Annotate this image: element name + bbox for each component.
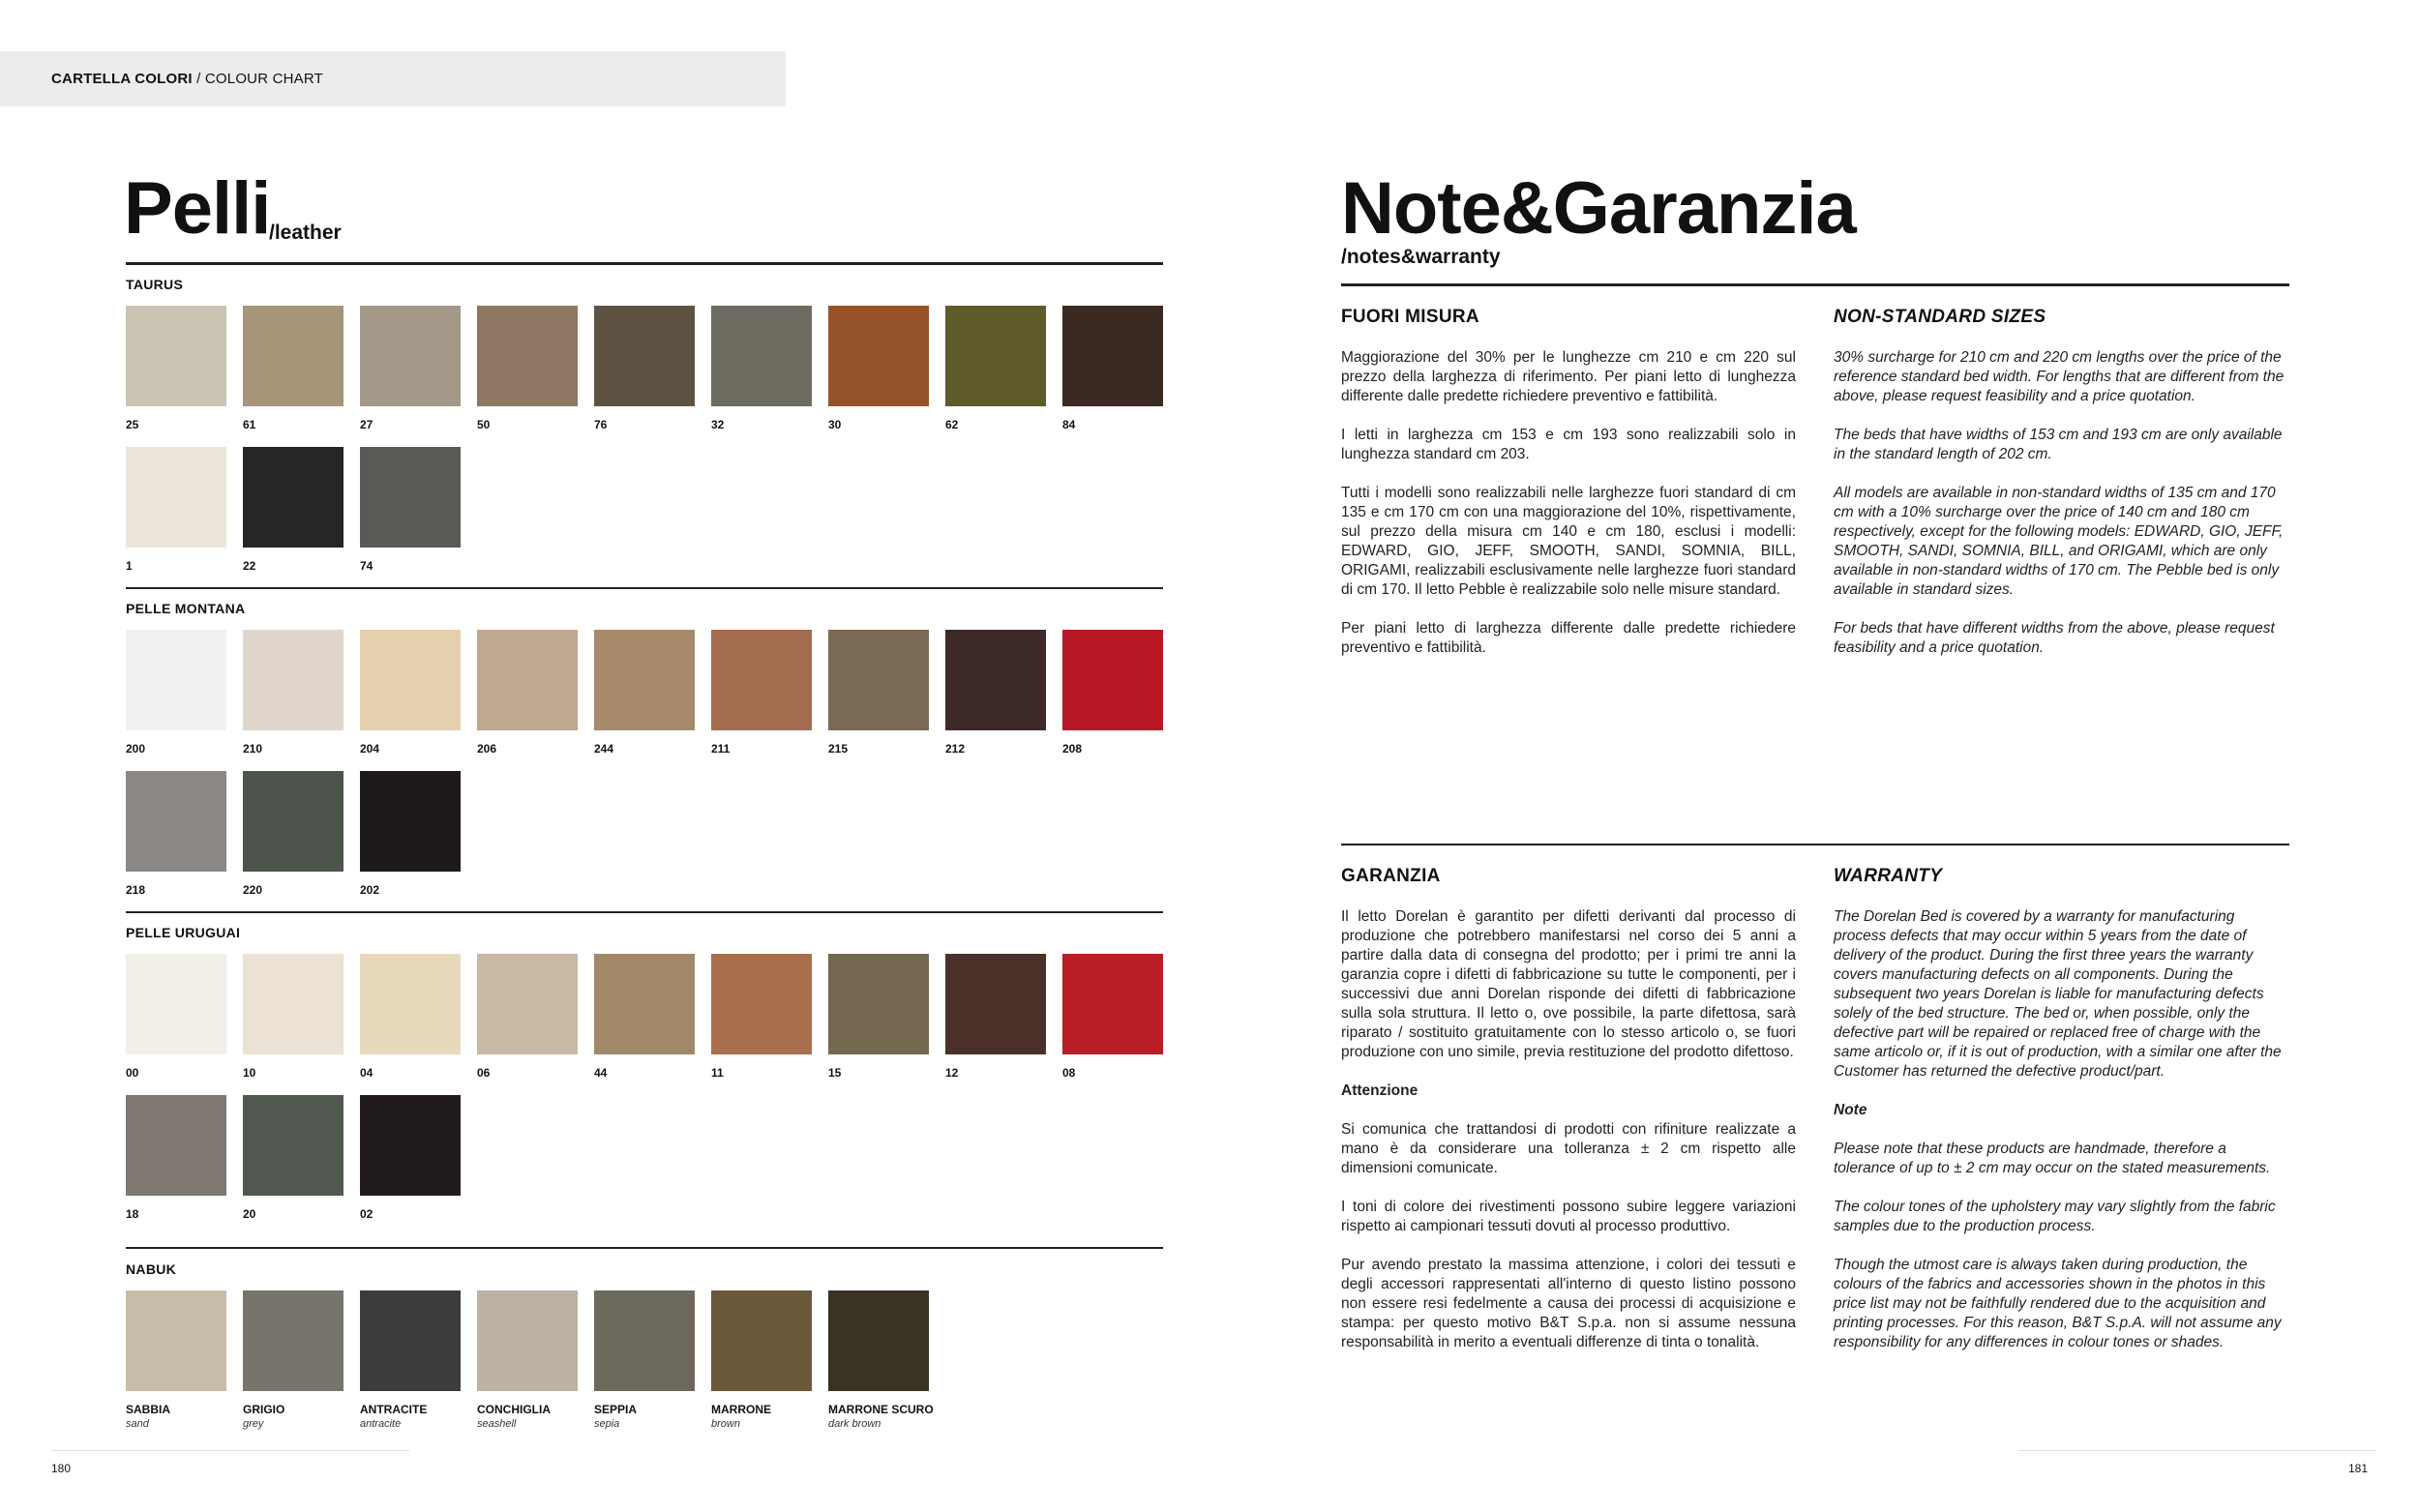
swatch-name: SABBIA: [126, 1403, 171, 1416]
footer-rule-right: [2018, 1450, 2376, 1451]
swatch-code: 11: [711, 1066, 724, 1080]
colour-swatch: [828, 1290, 929, 1391]
swatch-code: 220: [243, 883, 263, 897]
colour-swatch: [243, 306, 343, 406]
swatch-name-en: grey: [243, 1418, 264, 1430]
colour-swatch: [477, 630, 578, 730]
fuori-misura-heading: FUORI MISURA: [1341, 307, 1479, 327]
non-standard-p1: 30% surcharge for 210 cm and 220 cm lengths over the price of the reference standard bed width. For lengths that are different from the above, please request feasibility and a price quotation.: [1834, 349, 2285, 404]
swatch-code: 10: [243, 1066, 256, 1080]
swatch-code: 02: [360, 1207, 373, 1221]
colour-swatch: [243, 447, 343, 548]
warranty-heading: WARRANTY: [1834, 866, 1943, 886]
swatch-code: 25: [126, 418, 139, 431]
section-rule: [126, 911, 1163, 913]
warranty-p2: Please note that these products are handmade, therefore a tolerance of up to ± 2 cm may occur on the stated measurements.: [1834, 1141, 2271, 1176]
swatch-code: 200: [126, 742, 146, 756]
non-standard-p3: All models are available in non-standard widths of 135 cm and 170 cm with a 10% surcharge over the price of 140 cm and 180 cm respectively, except for the following models: EDWARD, GIO, JEFF, SMOOTH, SANDI, SOMNIA, BILL, and ORIGAMI, which are only available in non-standard widths of 170 cm. The Pebble bed is only available in standard sizes.: [1834, 485, 2284, 598]
colour-swatch: [126, 1095, 226, 1196]
colour-swatch: [711, 306, 812, 406]
swatch-name: MARRONE: [711, 1403, 771, 1416]
colour-swatch: [126, 1290, 226, 1391]
swatch-code: 15: [828, 1066, 842, 1080]
colour-swatch: [1062, 306, 1163, 406]
colour-swatch: [126, 954, 226, 1054]
swatch-code: 44: [594, 1066, 608, 1080]
swatch-code: 218: [126, 883, 146, 897]
header-label: CARTELLA COLORI / COLOUR CHART: [51, 71, 324, 87]
pelli-title: Pelli: [124, 167, 271, 250]
fuori-misura-p2: I letti in larghezza cm 153 e cm 193 sono realizzabili solo in lunghezza standard cm 203.: [1341, 427, 1796, 462]
swatch-code: 208: [1062, 742, 1083, 756]
swatch-code: 50: [477, 418, 491, 431]
colour-swatch: [594, 1290, 695, 1391]
colour-swatch: [1062, 954, 1163, 1054]
warranty-p4: Though the utmost care is always taken during production, the colours of the fabrics and accessories shown in the photos in this price list may not be faithfully rendered due to the acquisition and printing processes. For this reason, B&T S.p.A. will not assume any responsibility for any differences in colour tones or shades.: [1834, 1257, 2282, 1350]
colour-swatch: [828, 954, 929, 1054]
swatch-name: MARRONE SCURO: [828, 1403, 934, 1416]
swatch-code: 84: [1062, 418, 1076, 431]
swatch-code: 18: [126, 1207, 139, 1221]
swatch-code: 211: [711, 742, 731, 756]
section-label: TAURUS: [126, 277, 184, 292]
colour-swatch: [360, 954, 461, 1054]
colour-swatch: [360, 1290, 461, 1391]
swatch-name: SEPPIA: [594, 1403, 638, 1416]
non-standard-column: [1834, 308, 2288, 677]
section-rule: [126, 1247, 1163, 1249]
note-title: Note&Garanzia: [1341, 167, 1856, 250]
non-standard-heading: NON-STANDARD SIZES: [1834, 307, 2046, 327]
non-standard-p2: The beds that have widths of 153 cm and 193 cm are only available in the standard length of 202 cm.: [1834, 427, 2283, 462]
colour-swatch: [594, 954, 695, 1054]
header-band: [0, 51, 786, 106]
colour-swatch: [828, 630, 929, 730]
swatch-code: 76: [594, 418, 608, 431]
fuori-misura-p4: Per piani letto di larghezza differente dalle predette richiedere preventivo e fattibilità.: [1341, 620, 1796, 656]
colour-swatch: [711, 1290, 812, 1391]
colour-swatch: [360, 447, 461, 548]
warranty-p3: The colour tones of the upholstery may vary slightly from the fabric samples due to the production process.: [1834, 1199, 2276, 1234]
colour-swatch: [243, 771, 343, 872]
section-label: PELLE MONTANA: [126, 601, 246, 616]
colour-swatch: [477, 1290, 578, 1391]
colour-swatch: [477, 954, 578, 1054]
page-number-right: 181: [2348, 1462, 2369, 1475]
swatch-name: ANTRACITE: [360, 1403, 428, 1416]
swatch-code: 62: [945, 418, 959, 431]
page-number-left: 180: [51, 1462, 72, 1475]
colour-swatch: [126, 630, 226, 730]
swatch-code: 210: [243, 742, 263, 756]
swatch-code: 1: [126, 559, 133, 573]
garanzia-rule: [1341, 844, 2289, 845]
colour-swatch: [828, 306, 929, 406]
fuori-misura-column: [1341, 308, 1796, 677]
swatch-code: 206: [477, 742, 497, 756]
swatch-code: 27: [360, 418, 373, 431]
swatch-name-en: sepia: [594, 1418, 620, 1430]
colour-swatch: [126, 447, 226, 548]
colour-swatch: [594, 630, 695, 730]
colour-swatch: [360, 1095, 461, 1196]
swatch-code: 04: [360, 1066, 373, 1080]
swatch-name-en: dark brown: [828, 1418, 881, 1430]
swatch-code: 22: [243, 559, 256, 573]
colour-swatch: [243, 630, 343, 730]
note-title-rule: [1341, 283, 2289, 286]
colour-swatch: [360, 630, 461, 730]
swatch-code: 204: [360, 742, 380, 756]
colour-swatch: [945, 954, 1046, 1054]
swatch-code: 202: [360, 883, 380, 897]
colour-swatch: [711, 954, 812, 1054]
warranty-p1: The Dorelan Bed is covered by a warranty for manufacturing process defects that may occur within 5 years from the date of delivery of the product. During the first three years the warranty covers manufacturing defects on all components. During the subsequent two years Dorelan is liable for manufacturing defects solely of the bed structure. The bed or, when possible, only the defective part will be repaired or replaced free of charge with the same articolo or, if it is out of production, with a similar one after the Customer has returned the defective product/part.: [1834, 908, 2282, 1080]
swatch-name-en: seashell: [477, 1418, 517, 1430]
swatch-code: 61: [243, 418, 256, 431]
section-label: PELLE URUGUAI: [126, 925, 241, 940]
swatch-code: 12: [945, 1066, 959, 1080]
swatch-code: 74: [360, 559, 373, 573]
colour-swatch: [711, 630, 812, 730]
colour-swatch: [243, 1290, 343, 1391]
colour-swatch: [360, 771, 461, 872]
garanzia-p4: Pur avendo prestato la massima attenzione, i colori dei tessuti e degli accessori rappresentati all'interno di questo listino possono non essere resi fedelmente a causa dei processi di acquisizione e stampa: per questo motivo B&T S.p.a. non si assume nessuna responsabilità in merito a eventuali differenze di tinta o tonalità.: [1341, 1257, 1796, 1350]
garanzia-heading: GARANZIA: [1341, 866, 1441, 886]
section-rule: [126, 587, 1163, 589]
fuori-misura-p1: Maggiorazione del 30% per le lunghezze cm 210 e cm 220 sul prezzo della larghezza di riferimento. Per piani letto di lunghezza differente dalle predette richiedere preventivo e fattibilità.: [1341, 349, 1796, 404]
note-subtitle: /notes&warranty: [1341, 246, 1501, 268]
colour-swatch: [243, 1095, 343, 1196]
swatch-code: 30: [828, 418, 842, 431]
swatch-code: 244: [594, 742, 614, 756]
garanzia-column: [1341, 867, 1796, 1372]
colour-swatch: [945, 630, 1046, 730]
colour-swatch: [126, 771, 226, 872]
swatch-code: 00: [126, 1066, 139, 1080]
swatch-name-en: sand: [126, 1418, 149, 1430]
garanzia-p3: I toni di colore dei rivestimenti possono subire leggere variazioni rispetto ai campionari tessuti dovuti al processo produttivo.: [1341, 1199, 1796, 1234]
note-heading: Note: [1834, 1102, 1867, 1118]
colour-swatch: [243, 954, 343, 1054]
colour-swatch: [360, 306, 461, 406]
section-rule: [126, 262, 1163, 265]
swatch-code: 20: [243, 1207, 256, 1221]
swatch-code: 06: [477, 1066, 491, 1080]
swatch-code: 08: [1062, 1066, 1076, 1080]
colour-swatch: [126, 306, 226, 406]
colour-swatch: [945, 306, 1046, 406]
pelli-subtitle: /leather: [269, 222, 342, 244]
warranty-column: [1834, 867, 2288, 1372]
colour-swatch: [594, 306, 695, 406]
swatch-name-en: brown: [711, 1418, 740, 1430]
garanzia-p2: Si comunica che trattandosi di prodotti con rifiniture realizzate a mano è da considerare una tolleranza ± 2 cm rispetto alle dimensioni comunicate.: [1341, 1121, 1796, 1176]
footer-rule-left: [51, 1450, 409, 1451]
swatch-code: 212: [945, 742, 966, 756]
section-label: NABUK: [126, 1261, 177, 1277]
fuori-misura-p3: Tutti i modelli sono realizzabili nelle larghezze fuori standard di cm 135 e cm 170 cm con una maggiorazione del 10%, rispettivamente, sul prezzo della misura cm 140 e cm 180, esclusi i modelli: EDWARD, GIO, JEFF, SMOOTH, SANDI, SOMNIA, BILL, ORIGAMI, realizzabili esclusivamente nelle larghezze fuori standard di cm 170. Il letto Pebble è realizzabile solo nelle misure standard.: [1341, 485, 1796, 598]
swatch-name: CONCHIGLIA: [477, 1403, 551, 1416]
colour-swatch: [477, 306, 578, 406]
attenzione-heading: Attenzione: [1341, 1082, 1419, 1099]
garanzia-p1: Il letto Dorelan è garantito per difetti derivanti dal processo di produzione che potrebbero manifestarsi nel corso dei 5 anni a partire dalla data di consegna del prodotto; per i primi tre anni la garanzia copre i difetti di fabbricazione su tutte le componenti, per i successivi due anni Dorelan risponde dei difetti di fabbricazione sulla sola struttura. Il letto o, ove possibile, la parte difettosa, sarà riparato / sostituito gratuitamente con lo stesso articolo o, se fuori produzione con uno simile, previa restituzione del prodotto difettoso.: [1341, 908, 1796, 1060]
swatch-code: 215: [828, 742, 849, 756]
non-standard-p4: For beds that have different widths from the above, please request feasibility and a price quotation.: [1834, 620, 2275, 656]
swatch-name-en: antracite: [360, 1418, 402, 1430]
colour-swatch: [1062, 630, 1163, 730]
swatch-code: 32: [711, 418, 725, 431]
swatch-name: GRIGIO: [243, 1403, 285, 1416]
